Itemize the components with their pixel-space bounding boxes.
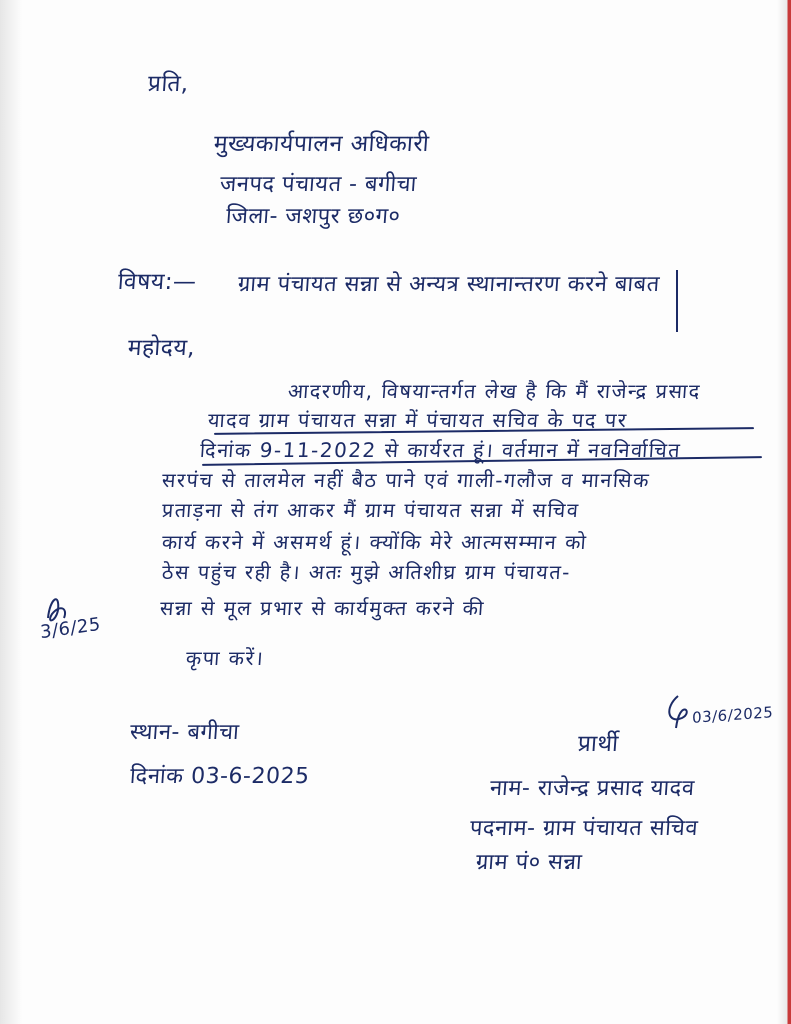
body-line: दिनांक 9-11-2022 से कार्यरत हूं। वर्तमान में नवनिर्वाचित: [199, 438, 683, 462]
body-line: प्रताड़ना से तंग आकर मैं ग्राम पंचायत सन्ना में सचिव: [161, 498, 581, 522]
body-line: कृपा करें।: [185, 646, 266, 670]
body-line: आदरणीय, विषयान्तर्गत लेख है कि मैं राजेन्द्र प्रसाद: [287, 379, 702, 403]
body-line: कार्य करने में असमर्थ हूं। क्योंकि मेरे आत्मसम्मान को: [161, 530, 589, 554]
paper-edge-right: [777, 0, 791, 1024]
subject-text: ग्राम पंचायत सन्ना से अन्यत्र स्थानान्तरण करने बाबत: [237, 272, 661, 297]
recipient-line-1: मुख्यकार्यपालन अधिकारी: [212, 131, 431, 157]
greeting: महोदय,: [126, 335, 197, 361]
applicant-name: नाम- राजेन्द्र प्रसाद यादव: [489, 776, 696, 801]
subject-label: विषय:—: [116, 269, 198, 295]
place: स्थान- बगीचा: [129, 720, 241, 745]
recipient-line-3: जिला- जशपुर छ०ग०: [225, 204, 402, 229]
body-line: सन्ना से मूल प्रभार से कार्यमुक्त करने की: [159, 596, 486, 620]
signature-date: 03/6/2025: [692, 703, 774, 727]
applicant-designation: पदनाम- ग्राम पंचायत सचिव: [469, 816, 699, 841]
paper-edge-left: [0, 0, 22, 1024]
margin-date: 3/6/25: [39, 613, 102, 644]
salutation-to: प्रति,: [146, 71, 190, 97]
subject-divider: [676, 270, 678, 332]
body-line: यादव ग्राम पंचायत सन्ना में पंचायत सचिव के पद पर: [207, 408, 629, 432]
applicant-panchayat: ग्राम पं० सन्ना: [475, 850, 584, 875]
body-line: सरपंच से तालमेल नहीं बैठ पाने एवं गाली-गलौज व मानसिक: [161, 468, 651, 492]
body-line: ठेस पहुंच रही है। अतः मुझे अतिशीघ्र ग्राम पंचायत-: [161, 560, 572, 584]
applicant-label: प्रार्थी: [576, 731, 620, 757]
letter-date: दिनांक 03-6-2025: [129, 764, 311, 789]
recipient-line-2: जनपद पंचायत - बगीचा: [219, 172, 418, 197]
